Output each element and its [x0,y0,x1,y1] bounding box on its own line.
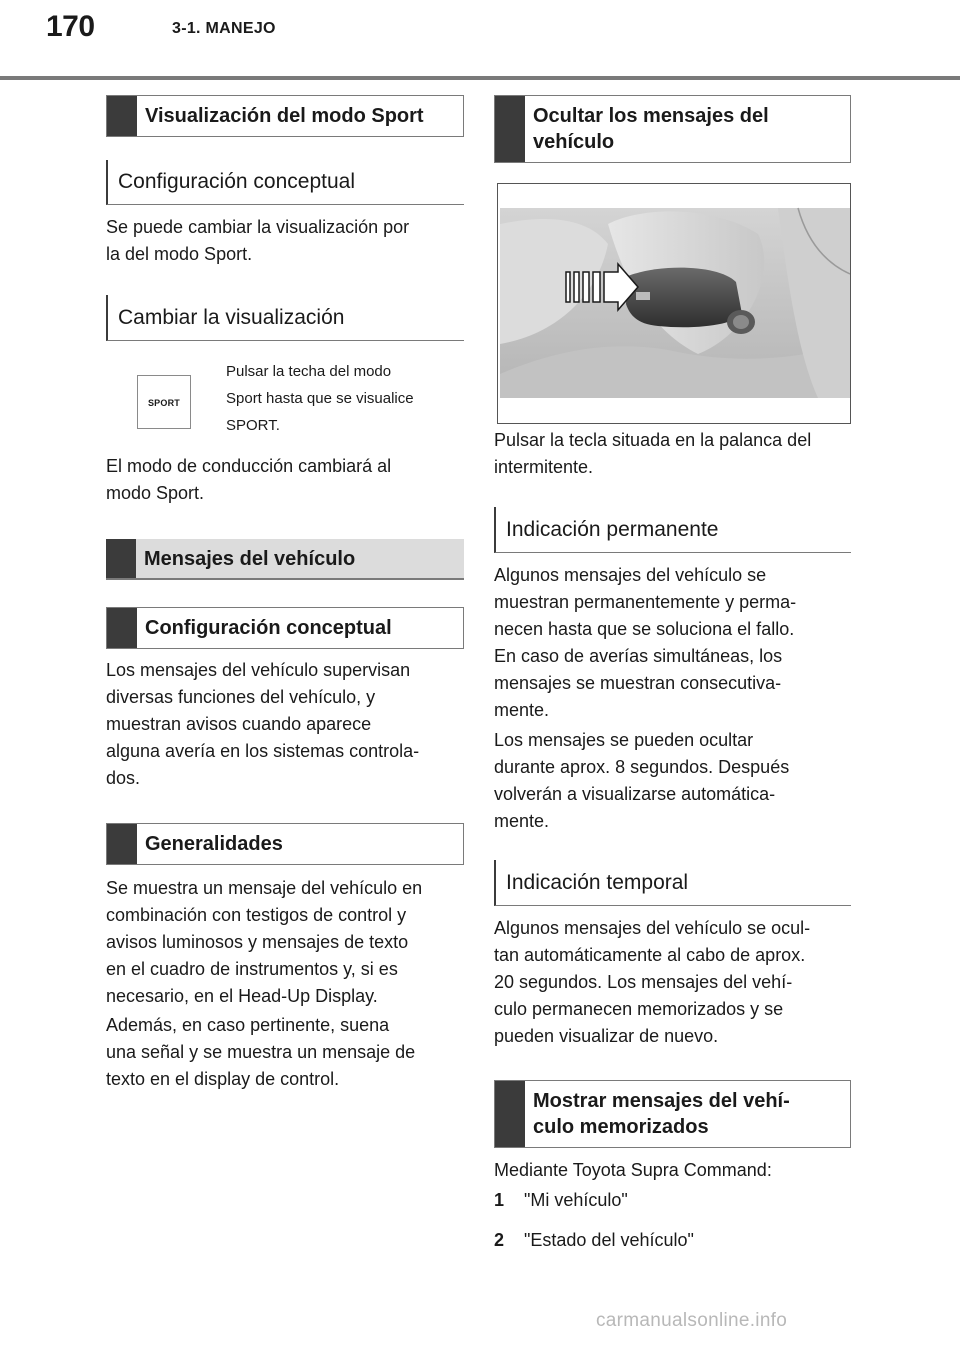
turn-signal-lever-illustration [497,183,851,424]
heading-sport-display [106,95,464,137]
heading-messages-conceptual [106,607,464,649]
text-line: Sport hasta que se visualice [226,390,414,407]
paragraph-general-2 [106,1012,464,1093]
text-line: la del modo Sport. [106,244,253,264]
page-number: 170 [46,10,95,43]
text-line: culo memorizados [533,1116,709,1138]
text-line: pueden visualizar de nuevo. [494,1026,719,1046]
text-line: muestran permanentemente y perma- [494,592,797,612]
text-line: diversas funciones del vehículo, y [106,687,376,707]
subheading-temporary [494,860,851,906]
text-line: combinación con testigos de control y [106,905,407,925]
paragraph-permanent-2 [494,727,851,835]
text-line: Se puede cambiar la visualización por [106,217,410,237]
heading-text: Configuración conceptual [145,617,392,639]
text-line: volverán a visualizarse automática- [494,784,776,804]
heading-text [533,1088,844,1140]
text-line: muestran avisos cuando aparece [106,714,372,734]
step-number: 1 [494,1190,505,1210]
text-line: En caso de averías simultáneas, los [494,646,783,666]
heading-show-stored-messages [494,1080,851,1148]
chapter-title: 3-1. MANEJO [172,20,276,37]
heading-hide-messages [494,95,851,163]
list-item [494,1227,851,1254]
subheading-text: Indicación permanente [506,517,719,541]
paragraph-hide [494,427,851,481]
step-list-2 [494,1227,851,1254]
text-line: El modo de conducción cambiará al [106,456,392,476]
text-line: necen hasta que se soluciona el fallo. [494,619,795,639]
subheading-permanent [494,507,851,553]
heading-vehicle-messages [106,539,464,580]
paragraph-command [494,1157,851,1184]
text-line: texto en el display de control. [106,1069,340,1089]
paragraph-messages [106,657,464,792]
heading-text: Generalidades [145,833,283,855]
heading-general [106,823,464,865]
text-line: Además, en caso pertinente, suena [106,1015,390,1035]
text-line: intermitente. [494,457,594,477]
text-line: dos. [106,768,141,788]
text-line: alguna avería en los sistemas controla- [106,741,420,761]
text-line: vehículo [533,131,615,153]
heading-text: Visualización del modo Sport [145,105,424,127]
paragraph-permanent-1 [494,562,851,724]
text-line: SPORT. [226,417,280,434]
subheading-change-display [106,295,464,341]
text-line: mente. [494,811,550,831]
step-list [494,1187,851,1214]
header-divider [0,76,960,80]
text-line: mente. [494,700,550,720]
text-line: 20 segundos. Los mensajes del vehí- [494,972,793,992]
text-line: tan automáticamente al cabo de aprox. [494,945,806,965]
text-line: en el cuadro de instrumentos y, si es [106,959,398,979]
lever-drawing-icon [498,184,851,424]
page-header [0,0,960,80]
paragraph-sport-change [106,214,464,268]
paragraph-mode-change [106,453,464,507]
text-line: Pulsar la tecla situada en la palanca del [494,430,812,450]
sport-button-icon [137,375,191,429]
text-line: Algunos mensajes del vehículo se [494,565,767,585]
text-line: Algunos mensajes del vehículo se ocul- [494,918,811,938]
list-item [494,1187,851,1214]
text-line: Mediante Toyota Supra Command: [494,1160,772,1180]
sport-key-instruction [226,358,466,439]
heading-text: Mensajes del vehículo [144,547,356,570]
heading-text [533,103,844,155]
subheading-text: Cambiar la visualización [118,305,345,329]
text-line: Se muestra un mensaje del vehículo en [106,878,423,898]
step-text: "Mi vehículo" [524,1190,628,1210]
text-line: mensajes se muestran consecutiva- [494,673,782,693]
text-line: necesario, en el Head-Up Display. [106,986,378,1006]
text-line: Los mensajes del vehículo supervisan [106,660,411,680]
text-line: Ocultar los mensajes del [533,105,769,127]
step-text: "Estado del vehículo" [524,1230,694,1250]
step-number: 2 [494,1230,505,1250]
subheading-conceptual-config [106,160,464,205]
sport-key-label: SPORT [147,398,180,408]
text-line: Pulsar la techa del modo [226,363,392,380]
text-line: Los mensajes se pueden ocultar [494,730,754,750]
subheading-text: Configuración conceptual [118,170,355,193]
text-line: culo permanecen memorizados y se [494,999,784,1019]
text-line: una señal y se muestra un mensaje de [106,1042,416,1062]
text-line: Mostrar mensajes del vehí- [533,1090,790,1112]
paragraph-general-1 [106,875,464,1010]
text-line: modo Sport. [106,483,205,503]
paragraph-temporary [494,915,851,1050]
watermark: carmanualsonline.info [596,1310,788,1331]
subheading-text: Indicación temporal [506,870,689,894]
text-line: durante aprox. 8 segundos. Después [494,757,790,777]
text-line: avisos luminosos y mensajes de texto [106,932,409,952]
